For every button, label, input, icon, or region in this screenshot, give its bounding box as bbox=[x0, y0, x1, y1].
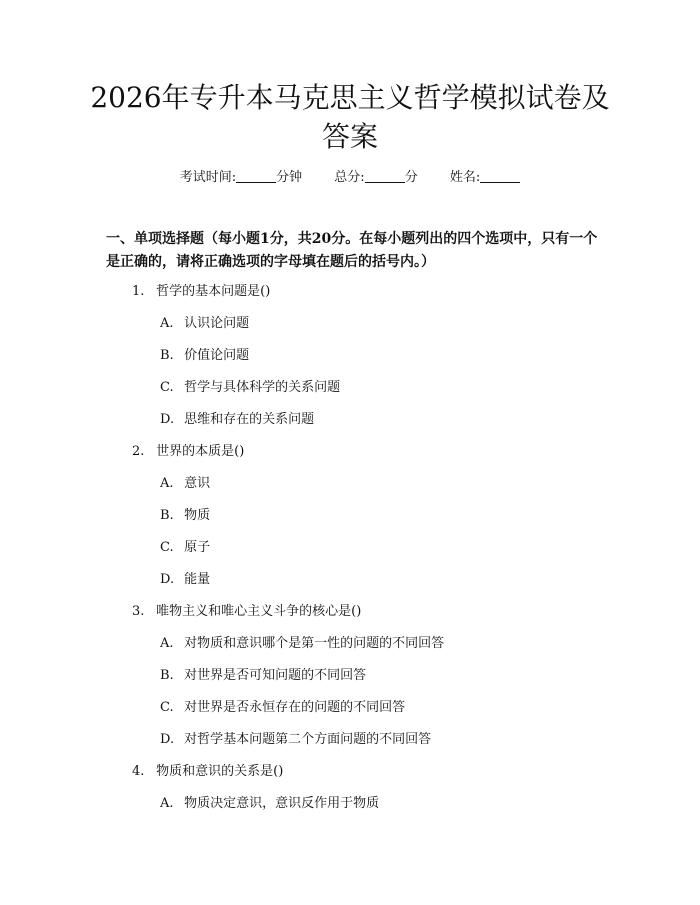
option-text: 哲学与具体科学的关系问题 bbox=[184, 380, 341, 395]
option-text: 对世界是否永恒存在的问题的不同回答 bbox=[184, 700, 406, 715]
q1-option-d[interactable] bbox=[160, 410, 314, 430]
option-text: 物质决定意识，意识反作用于物质 bbox=[184, 796, 380, 811]
q3-option-d[interactable] bbox=[160, 730, 431, 750]
option-letter: B. bbox=[160, 348, 174, 363]
option-text: 对世界是否可知问题的不同回答 bbox=[184, 668, 367, 683]
exam-time-blank[interactable] bbox=[236, 168, 276, 183]
option-letter: A. bbox=[160, 316, 174, 331]
question-2 bbox=[132, 442, 244, 462]
question-text: 世界的本质是() bbox=[156, 444, 245, 459]
question-number: 1. bbox=[132, 284, 145, 299]
q4-option-a[interactable] bbox=[160, 794, 379, 814]
option-text: 对物质和意识哪个是第一性的问题的不同回答 bbox=[184, 636, 445, 651]
option-letter: C. bbox=[160, 540, 174, 555]
student-name-blank[interactable] bbox=[480, 168, 520, 183]
question-text: 物质和意识的关系是() bbox=[156, 764, 284, 779]
question-1 bbox=[132, 282, 270, 302]
q1-option-c[interactable] bbox=[160, 378, 340, 398]
question-number: 3. bbox=[132, 604, 145, 619]
option-letter: A. bbox=[160, 796, 174, 811]
option-letter: D. bbox=[160, 572, 175, 587]
question-number: 2. bbox=[132, 444, 145, 459]
q3-option-c[interactable] bbox=[160, 698, 405, 718]
student-name-label: 姓名: bbox=[449, 170, 481, 185]
option-text: 能量 bbox=[184, 572, 211, 587]
option-letter: A. bbox=[160, 636, 174, 651]
option-letter: B. bbox=[160, 508, 174, 523]
option-letter: C. bbox=[160, 380, 174, 395]
option-text: 意识 bbox=[184, 476, 211, 491]
question-text: 哲学的基本问题是() bbox=[156, 284, 271, 299]
option-text: 思维和存在的关系问题 bbox=[184, 412, 315, 427]
option-text: 认识论问题 bbox=[184, 316, 250, 331]
q2-option-a[interactable] bbox=[160, 474, 210, 494]
exam-time-field bbox=[180, 168, 302, 188]
option-letter: C. bbox=[160, 700, 174, 715]
option-text: 物质 bbox=[184, 508, 211, 523]
q2-option-d[interactable] bbox=[160, 570, 210, 590]
option-text: 对哲学基本问题第二个方面问题的不同回答 bbox=[184, 732, 432, 747]
option-letter: D. bbox=[160, 732, 175, 747]
option-text: 价值论问题 bbox=[184, 348, 250, 363]
total-score-blank[interactable] bbox=[365, 168, 405, 183]
option-text: 原子 bbox=[184, 540, 211, 555]
q3-option-a[interactable] bbox=[160, 634, 444, 654]
total-score-label: 总分: bbox=[334, 170, 365, 185]
question-text: 唯物主义和唯心主义斗争的核心是() bbox=[156, 604, 362, 619]
option-letter: B. bbox=[160, 668, 174, 683]
exam-time-label: 考试时间: bbox=[179, 170, 237, 185]
q2-option-b[interactable] bbox=[160, 506, 210, 526]
section-heading: 一、单项选择题（每小题1分，共20分。在每小题列出的四个选项中，只有一个是正确的，请将正确选项的字母填在题后的括号内。） bbox=[106, 231, 598, 270]
q1-option-a[interactable] bbox=[160, 314, 249, 334]
page-title: 2026年专升本马克思主义哲学模拟试卷及答案 bbox=[90, 81, 610, 153]
q1-option-b[interactable] bbox=[160, 346, 249, 366]
option-letter: A. bbox=[160, 476, 174, 491]
question-number: 4. bbox=[132, 764, 145, 779]
total-score-unit: 分 bbox=[404, 170, 418, 185]
option-letter: D. bbox=[160, 412, 175, 427]
question-3 bbox=[132, 602, 361, 622]
total-score-field bbox=[334, 168, 417, 188]
q3-option-b[interactable] bbox=[160, 666, 366, 686]
q2-option-c[interactable] bbox=[160, 538, 210, 558]
exam-time-unit: 分钟 bbox=[276, 170, 303, 185]
exam-info-bar bbox=[0, 168, 700, 188]
student-name-field bbox=[450, 168, 520, 188]
question-4 bbox=[132, 762, 283, 782]
